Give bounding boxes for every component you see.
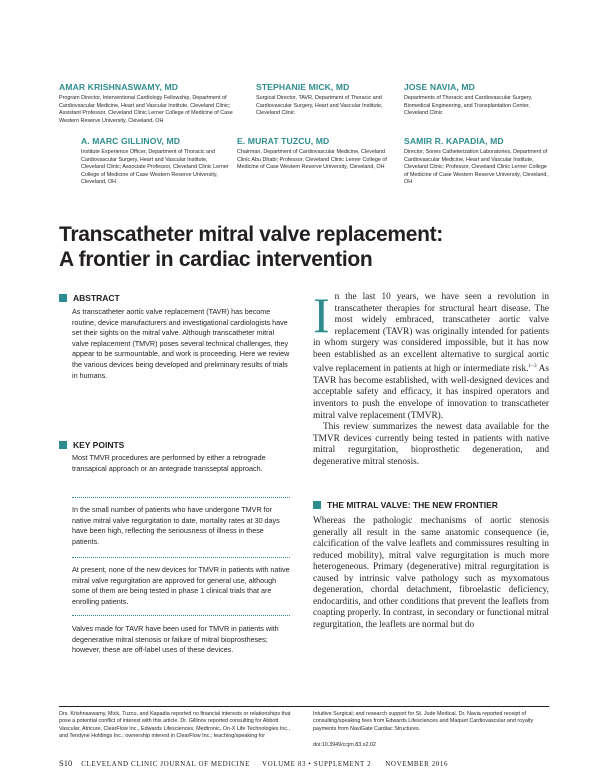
body-column (313, 287, 549, 468)
author-name: SAMIR R. KAPADIA, MD (404, 136, 504, 146)
para1-continuation: As TAVR has become established, with well-designed devices and acceptable safety and efficacy, it has inspired operators and inventors to push the envelope of innovation to transcatheter mitral valve replacement (TMVR). (313, 364, 549, 421)
page-footer (59, 758, 448, 768)
disclosure-footnote-right: Intuitive Surgical; and research support for St. Jude Medical. Dr. Navia reported receipt of consulting/speaking fees from Edwards Lifesciences and Maquet Cardiovascular and royalty payments from NaviGate Cardiac Structures. (313, 711, 534, 732)
author-affiliation: Departments of Thoracic and Cardiovascular Surgery, Biomedical Engineering, and Transplantation Center, Cleveland Clinic (404, 95, 533, 116)
key-point: Most TMVR procedures are performed by either a retrograde transapical approach or an antegrade transseptal approach. (72, 453, 266, 473)
article-title (59, 222, 549, 272)
key-point: Valves made for TAVR have been used for TMVR in patients with degenerative mitral stenosis or failure of mitral bioprostheses; however, these are off-label uses of these devices. (72, 624, 279, 655)
key-point-divider (72, 557, 290, 558)
body-paragraph-3: Whereas the pathologic mechanisms of aortic stenosis generally all result in the same anatomic consequence (ie, calcification of the valve leaflets and commissures resulting in reduced mobility), mitral valve regurgitation is much more heterogeneous. Primary (degenerative) mitral regurgitation is caused by intrinsic valve pathology such as myxomatous degeneration, chordal detachment, fibroelastic deficiency, endocarditis, and other conditions that prevent the leaflets from coapting properly. In contrast, in secondary or functional mitral regurgitation, the leaflets are normal but do (313, 516, 549, 630)
author-name: JOSE NAVIA, MD (404, 82, 475, 92)
abstract-heading-text: ABSTRACT (73, 293, 120, 303)
author-affiliation: Director, Sones Catheterization Laboratories, Department of Cardiovascular Medicine, Heart and Vascular Institute, Cleveland Clinic; Professor, Cleveland Clinic Lerner College of Medicine of Case Western Reserve University, Cleveland, OH (404, 149, 548, 185)
author-name: A. MARC GILLINOV, MD (81, 136, 181, 146)
author-krishnaswamy (59, 82, 249, 125)
reference-marker: 1–3 (528, 363, 537, 370)
author-gillinov (81, 136, 231, 187)
key-points-heading (59, 440, 124, 450)
author-mick (256, 82, 396, 118)
section-square-icon (59, 294, 67, 302)
author-affiliation: Program Director, Interventional Cardiology Fellowship, Department of Cardiovascular Medicine, Heart and Vascular Institute, Cleveland Clinic; Assistant Professor, Cleveland Clinic Lerner College of Medicine of Case Western Reserve University, Cleveland, OH (59, 95, 233, 124)
journal-name: CLEVELAND CLINIC JOURNAL OF MEDICINE (81, 760, 250, 768)
frontier-heading-text: THE MITRAL VALVE: THE NEW FRONTIER (327, 500, 498, 510)
author-name: AMAR KRISHNASWAMY, MD (59, 82, 179, 92)
key-point-divider (72, 497, 290, 498)
author-navia (404, 82, 549, 118)
abstract-heading (59, 293, 120, 303)
author-name: STEPHANIE MICK, MD (256, 82, 350, 92)
section-square-icon (313, 501, 321, 509)
title-line-2: A frontier in cardiac intervention (59, 248, 373, 271)
key-point: In the small number of patients who have undergone TMVR for native mitral valve regurgitation to date, mortality rates at 30 days have been high, reflecting the seriousness of illness in these patients. (72, 505, 280, 546)
author-affiliation: Surgical Director, TAVR, Department of Thoracic and Cardiovascular Surgery, Heart and Vascular Institute, Cleveland Clinic (256, 95, 383, 116)
author-kapadia (404, 136, 549, 187)
drop-cap: I (313, 287, 330, 343)
key-points-heading-text: KEY POINTS (73, 440, 125, 450)
page-number: S10 (59, 758, 73, 768)
footnote-divider (59, 706, 549, 707)
key-point-divider (72, 615, 290, 616)
author-affiliation: Chairman, Department of Cardiovascular Medicine, Cleveland Clinic Abu Dhabi; Professor, Cleveland Clinic Lerner College of Medicine of Case Western Reserve University, Cleveland, OH (237, 149, 387, 170)
abstract-text: As transcatheter aortic valve replacement (TAVR) has become routine, device manufacturers and investigational cardiologists have set their sights on the mitral valve. Although transcatheter mitral valve replacement (TMVR) poses several technical challenges, they appear to be surmountable, and work is proceeding. Here we review the various devices being developed and preliminary results of trials in humans. (72, 307, 290, 380)
para1-text: n the last 10 years, we have seen a revolution in transcatheter therapies for structural heart disease. The most widely embraced, transcatheter aortic valve replacement (TAVR) was originally intended for patients in whom surgery was considered impossible, but it has now been established as an excellent alternative to surgical aortic valve replacement in patients at high or intermediate risk. (313, 292, 549, 375)
frontier-heading (313, 500, 498, 510)
section-square-icon (59, 441, 67, 449)
author-affiliation: Institute Experience Officer, Department of Thoracic and Cardiovascular Surgery, Heart and Vascular Institute, Cleveland Clinic; Associate Professor, Cleveland Clinic Lerner College of Medicine of Case Western Reserve University, Cleveland, OH (81, 149, 229, 185)
title-line-1: Transcatheter mitral valve replacement: (59, 223, 443, 246)
body-paragraph-2: This review summarizes the newest data available for the TMVR devices currently being tested in patients with native mitral regurgitation, bioprosthetic degeneration, and degenerative mitral stenosis. (313, 422, 549, 467)
author-name: E. MURAT TUZCU, MD (237, 136, 330, 146)
disclosure-footnote-left: Drs. Krishnaswamy, Mick, Tuzcu, and Kapadia reported no financial interests or relationships that pose a potential conflict of interest with this article. Dr. Gillinov reported consulting for Abbott Vascular, Atricure, ClearFlow Inc., Edwards Lifesciences, Medtronic, On-X Life Technologies Inc., and Tendyne Holdings Inc.; ownership interest in ClearFlow Inc.; teaching/speaking for (59, 711, 291, 740)
key-point: At present, none of the new devices for TMVR in patients with native mitral valve regurgitation are approved for general use, although some of them are being tested in phase 1 clinical trials that are enrolling patients. (72, 565, 290, 606)
body-paragraph-1 (313, 287, 549, 422)
volume-info: VOLUME 83 • SUPPLEMENT 2 (261, 760, 372, 768)
author-tuzcu (237, 136, 387, 172)
doi-link[interactable]: doi:10.3949/ccjm.83.s2.02 (313, 742, 376, 748)
issue-date: NOVEMBER 2016 (385, 760, 449, 768)
